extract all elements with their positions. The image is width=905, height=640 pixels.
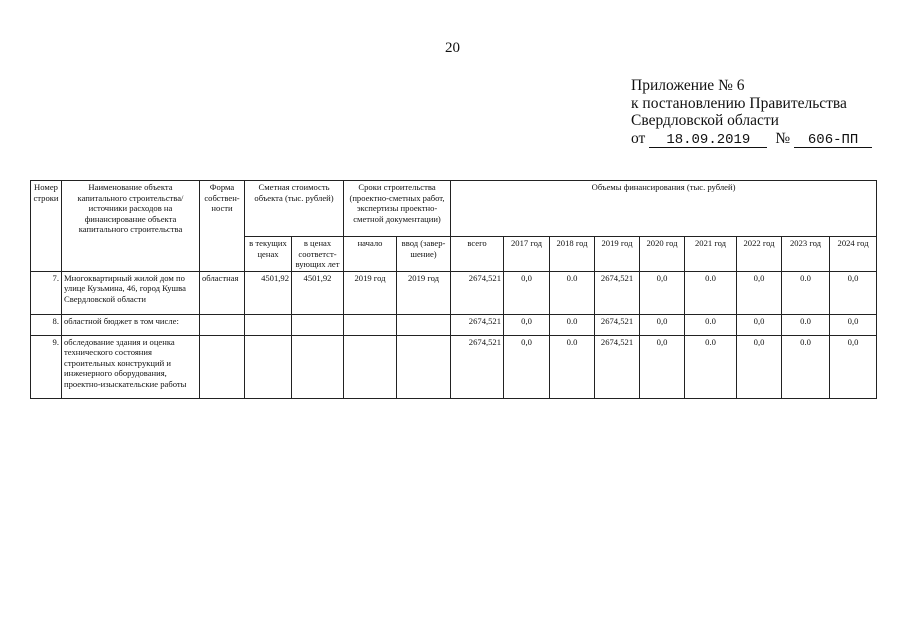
header-2021: 2021 год <box>685 237 737 272</box>
start: 2019 год <box>344 271 397 314</box>
header-2024: 2024 год <box>830 237 877 272</box>
header-total: всего <box>451 237 504 272</box>
start <box>344 314 397 335</box>
header-cost-years: в ценах соответст-вующих лет <box>292 237 344 272</box>
row-number: 7. <box>31 271 62 314</box>
cost-current: 4501,92 <box>245 271 292 314</box>
finish <box>397 314 451 335</box>
value-2017: 0,0 <box>504 335 550 398</box>
header-cost-current: в текущих ценах <box>245 237 292 272</box>
value-2018: 0.0 <box>550 335 595 398</box>
decree-number: 606-ПП <box>794 133 872 148</box>
header-2020: 2020 год <box>640 237 685 272</box>
table-row <box>31 271 877 314</box>
appendix-header <box>631 77 872 148</box>
value-2018: 0.0 <box>550 314 595 335</box>
cost-years <box>292 335 344 398</box>
finish: 2019 год <box>397 271 451 314</box>
header-construction-terms: Сроки строительства (проектно-сметных работ, экспертизы проектно-сметной документации) <box>344 181 451 237</box>
financing-table <box>30 180 877 399</box>
value-2021: 0.0 <box>685 271 737 314</box>
header-2019: 2019 год <box>595 237 640 272</box>
value-2023: 0.0 <box>782 335 830 398</box>
value-2019: 2674,521 <box>595 314 640 335</box>
appendix-title: Приложение № 6 <box>631 77 745 94</box>
object-name: обследование здания и оценка технического состояния строительных конструкций и инженерного оборудования, проектно-изыскательские работы <box>62 335 200 398</box>
header-2018: 2018 год <box>550 237 595 272</box>
object-name: Многоквартирный жилой дом по улице Кузьмина, 46, город Кушва Свердловской области <box>62 271 200 314</box>
table-row <box>31 335 877 398</box>
value-2024: 0,0 <box>830 271 877 314</box>
header-object-name: Наименование объекта капитального строительства/ источники расходов на финансирование объекта капитального строительства <box>62 181 200 272</box>
value-2022: 0,0 <box>737 335 782 398</box>
value-2023: 0.0 <box>782 314 830 335</box>
table-row <box>31 314 877 335</box>
row-number: 9. <box>31 335 62 398</box>
header-start: начало <box>344 237 397 272</box>
from-label: от <box>631 129 646 147</box>
value-2017: 0,0 <box>504 314 550 335</box>
header-2023: 2023 год <box>782 237 830 272</box>
value-2018: 0.0 <box>550 271 595 314</box>
value-2024: 0,0 <box>830 314 877 335</box>
cost-years <box>292 314 344 335</box>
cost-current <box>245 314 292 335</box>
cost-years: 4501,92 <box>292 271 344 314</box>
value-2020: 0,0 <box>640 314 685 335</box>
finish <box>397 335 451 398</box>
header-finish: ввод (завер-шение) <box>397 237 451 272</box>
header-row-number: Номер строки <box>31 181 62 272</box>
appendix-line-3: Свердловской области <box>631 112 779 129</box>
header-ownership: Форма собствен-ности <box>200 181 245 272</box>
row-number: 8. <box>31 314 62 335</box>
header-2022: 2022 год <box>737 237 782 272</box>
header-estimated-cost: Сметная стоимость объекта (тыс. рублей) <box>245 181 344 237</box>
total: 2674,521 <box>451 335 504 398</box>
appendix-line-2: к постановлению Правительства <box>631 94 847 112</box>
value-2019: 2674,521 <box>595 271 640 314</box>
value-2019: 2674,521 <box>595 335 640 398</box>
header-financing: Объемы финансирования (тыс. рублей) <box>451 181 877 237</box>
value-2021: 0.0 <box>685 335 737 398</box>
value-2022: 0,0 <box>737 271 782 314</box>
page-number: 20 <box>445 40 460 56</box>
value-2022: 0,0 <box>737 314 782 335</box>
value-2021: 0.0 <box>685 314 737 335</box>
object-name: областной бюджет в том числе: <box>62 314 200 335</box>
ownership <box>200 335 245 398</box>
value-2020: 0,0 <box>640 271 685 314</box>
value-2023: 0.0 <box>782 271 830 314</box>
cost-current <box>245 335 292 398</box>
header-2017: 2017 год <box>504 237 550 272</box>
decree-date: 18.09.2019 <box>649 133 767 148</box>
ownership <box>200 314 245 335</box>
value-2024: 0,0 <box>830 335 877 398</box>
ownership: областная <box>200 271 245 314</box>
number-label: № <box>775 129 791 147</box>
total: 2674,521 <box>451 271 504 314</box>
total: 2674,521 <box>451 314 504 335</box>
start <box>344 335 397 398</box>
decree-date-number <box>631 130 872 148</box>
value-2020: 0,0 <box>640 335 685 398</box>
value-2017: 0,0 <box>504 271 550 314</box>
